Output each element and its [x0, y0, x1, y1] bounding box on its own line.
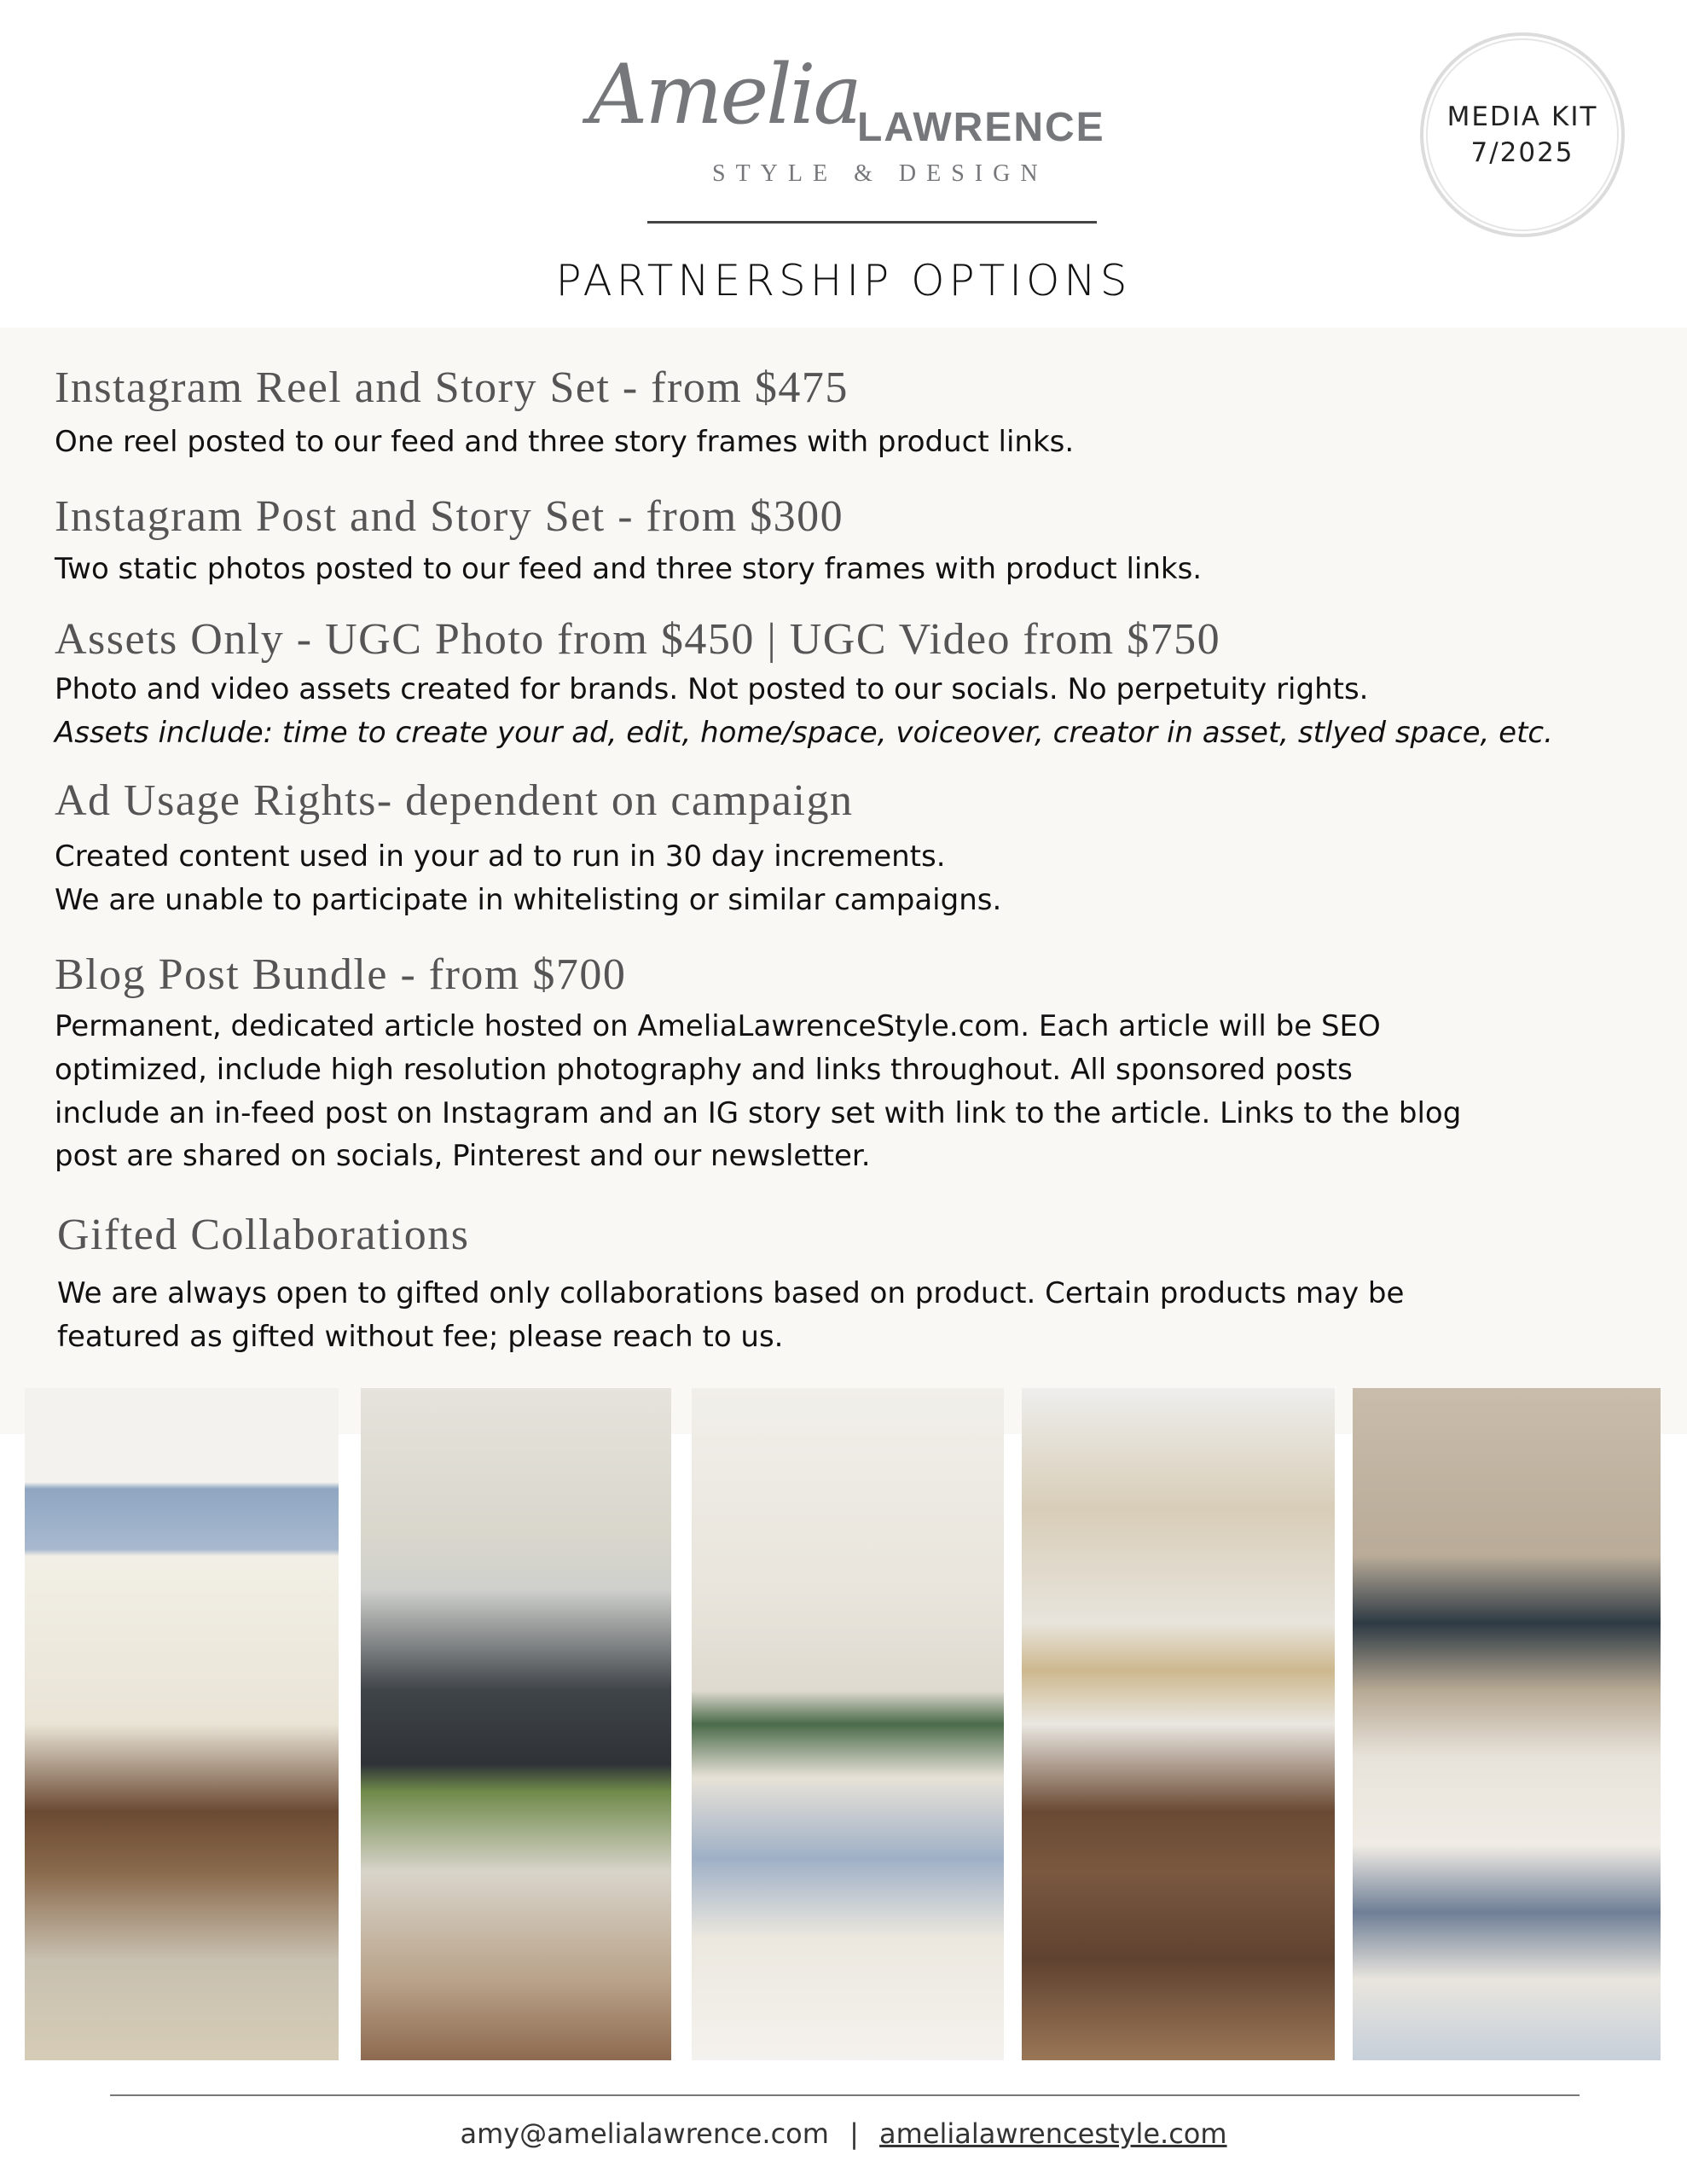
media-kit-badge: [1420, 32, 1625, 237]
section-text: We are always open to gifted only collaborations based on product. Certain products may be: [57, 1276, 1405, 1310]
section-text: post are shared on socials, Pinterest and our newsletter.: [55, 1139, 871, 1173]
footer-divider: [110, 2094, 1580, 2096]
footer-separator: |: [849, 2117, 859, 2150]
section-text: We are unable to participate in whitelisting or similar campaigns.: [55, 883, 1002, 917]
section-text: Assets include: time to create your ad, edit, home/space, voiceover, creator in asset, stlyed space, etc.: [55, 716, 1553, 750]
section-title: Instagram Post and Story Set - from $300: [55, 492, 844, 541]
section-text: Permanent, dedicated article hosted on AmeliaLawrenceStyle.com. Each article will be SEO: [55, 1009, 1381, 1043]
section-text: Two static photos posted to our feed and three story frames with product links.: [55, 552, 1203, 586]
footer-email[interactable]: amy@amelialawrence.com: [460, 2117, 829, 2150]
section-title: Blog Post Bundle - from $700: [55, 950, 627, 999]
page-title: PARTNERSHIP OPTIONS: [555, 256, 1132, 305]
badge-label: MEDIA KIT: [1446, 102, 1598, 132]
photo-barn-exterior: [361, 1388, 671, 2060]
section-text: One reel posted to our feed and three story frames with product links.: [55, 425, 1075, 459]
photo-gallery-wall-desk: [1022, 1388, 1335, 2060]
header-divider: [647, 221, 1097, 224]
photo-dining-room: [25, 1388, 339, 2060]
section-title: Instagram Reel and Story Set - from $475: [55, 363, 849, 412]
brand-logo-script: Amelia: [588, 47, 860, 142]
section-title: Ad Usage Rights- dependent on campaign: [55, 776, 854, 825]
footer: [0, 2117, 1687, 2150]
brand-tagline: STYLE & DESIGN: [712, 160, 1048, 187]
section-title: Assets Only - UGC Photo from $450 | UGC Video from $750: [55, 615, 1221, 664]
section-text: featured as gifted without fee; please reach to us.: [57, 1320, 784, 1354]
section-text: optimized, include high resolution photography and links throughout. All sponsored posts: [55, 1053, 1353, 1087]
photo-living-room-sofa: [692, 1388, 1004, 2060]
section-text: include an in-feed post on Instagram and an IG story set with link to the article. Links to the blog: [55, 1096, 1462, 1130]
photo-porch-seating: [1353, 1388, 1661, 2060]
section-text: Photo and video assets created for brands. Not posted to our socials. No perpetuity rights.: [55, 672, 1369, 706]
section-title: Gifted Collaborations: [57, 1211, 470, 1259]
section-text: Created content used in your ad to run in 30 day increments.: [55, 839, 946, 874]
brand-logo-caps: LAWRENCE: [857, 105, 1105, 150]
footer-website-link[interactable]: amelialawrencestyle.com: [879, 2117, 1227, 2150]
badge-date: 7/2025: [1470, 137, 1574, 168]
